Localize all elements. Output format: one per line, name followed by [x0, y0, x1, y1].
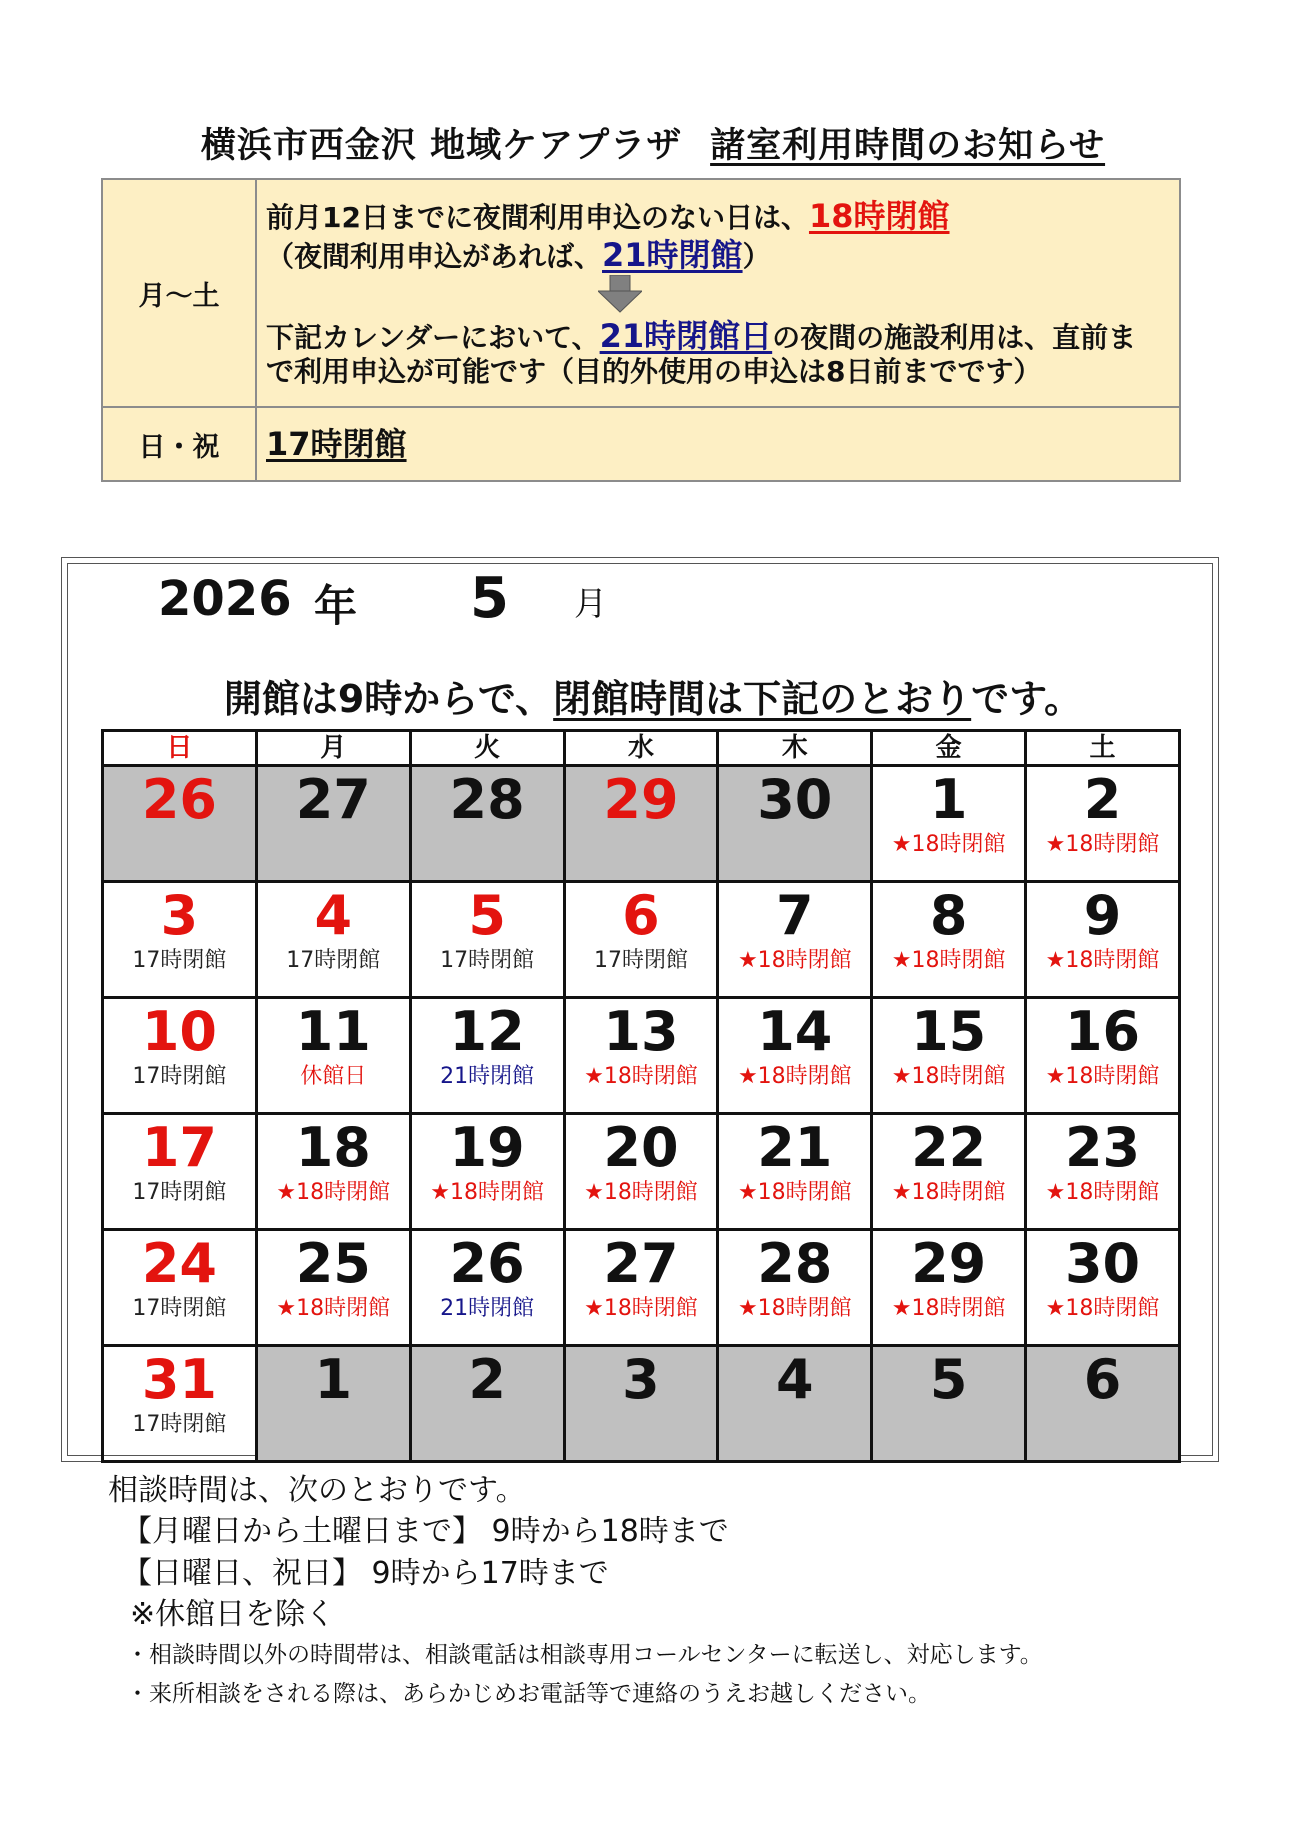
day-number: 10 — [141, 1000, 217, 1063]
closing-note: ★18時閉館 — [1045, 1180, 1160, 1206]
closing-note: ★18時閉館 — [584, 1180, 698, 1206]
closing-note: 21時閉館 — [440, 1064, 535, 1090]
weekday-line2-text: （夜間利用申込があれば、 — [266, 239, 603, 273]
day-number: 8 — [929, 884, 968, 947]
calendar-grid — [101, 729, 1181, 1463]
calendar-day-cell — [410, 1114, 564, 1230]
calendar-day-cell — [410, 1230, 564, 1346]
day-number: 2 — [468, 1348, 506, 1411]
calendar-day-cell — [103, 766, 257, 882]
calendar-day-cell — [718, 1230, 872, 1346]
down-arrow-icon — [598, 275, 642, 313]
closing-note: 17時閉館 — [593, 948, 688, 974]
calendar-day-cell — [410, 1346, 564, 1462]
calendar-day-cell — [103, 882, 257, 998]
calendar-week — [103, 1114, 1180, 1230]
calendar-day-cell — [103, 1230, 257, 1346]
calendar-day-cell — [718, 1346, 872, 1462]
calendar-day-cell — [564, 1114, 718, 1230]
weekday-line3-text: 下記カレンダーにおいて、 — [266, 320, 600, 354]
closing-note: ★18時閉館 — [891, 948, 1006, 974]
holiday-label: 日・祝 — [102, 407, 256, 481]
day-number: 3 — [160, 884, 199, 947]
day-number: 29 — [603, 768, 679, 831]
consultation-notes — [108, 1470, 1258, 1715]
calendar-day-cell — [718, 766, 872, 882]
weekday-line3-rest: の夜間の施設利用は、直前ま — [772, 320, 1137, 354]
page-title — [0, 118, 1306, 168]
calendar-week — [103, 998, 1180, 1114]
weekday-header: 木 — [718, 731, 872, 766]
calendar-week — [103, 766, 1180, 882]
notes-holiday-hours: 【日曜日、祝日】 9時から17時まで — [122, 1555, 609, 1591]
day-number: 5 — [468, 884, 506, 947]
subheading-underlined: 閉館時間は下記のとおり — [553, 677, 972, 721]
closing-note: ★18時閉館 — [1045, 948, 1160, 974]
day-number: 1 — [929, 768, 968, 831]
calendar-body — [103, 766, 1180, 1462]
closing-note: ★18時閉館 — [1045, 832, 1160, 858]
day-number: 27 — [295, 768, 371, 831]
calendar-day-cell — [103, 998, 257, 1114]
calendar-day-cell — [256, 882, 410, 998]
calendar-month-unit: 月 — [574, 584, 607, 623]
day-number: 23 — [1064, 1116, 1141, 1179]
closing-note: ★18時閉館 — [584, 1064, 698, 1090]
closing-18-highlight: 18時閉館 — [808, 197, 950, 236]
title-main: 横浜市西金沢 地域ケアプラザ — [200, 126, 683, 166]
day-number: 26 — [449, 1232, 525, 1295]
closing-rules-table — [101, 178, 1181, 482]
calendar-day-cell — [103, 1346, 257, 1462]
closing-21-highlight: 21時閉館 — [602, 235, 743, 274]
calendar-day-cell — [718, 1114, 872, 1230]
day-number: 30 — [1064, 1232, 1141, 1295]
closing-note: ★18時閉館 — [891, 1296, 1006, 1322]
weekday-header: 金 — [872, 731, 1026, 766]
day-number: 6 — [1083, 1348, 1122, 1411]
calendar-day-cell — [564, 1230, 718, 1346]
notes-exclusion: ※休館日を除く — [130, 1597, 336, 1633]
calendar-day-cell — [718, 882, 872, 998]
calendar-day-cell — [103, 1114, 257, 1230]
calendar-year-unit: 年 — [314, 582, 357, 632]
calendar-day-cell — [872, 1230, 1026, 1346]
notes-after-hours: ・相談時間以外の時間帯は、相談電話は相談専用コールセンターに転送し、対応します。 — [126, 1641, 1043, 1668]
calendar-day-cell — [256, 998, 410, 1114]
calendar-day-cell — [410, 882, 564, 998]
title-underlined: 諸室利用時間のお知らせ — [710, 126, 1106, 166]
calendar-day-cell — [1026, 1230, 1180, 1346]
closing-note: 17時閉館 — [132, 1180, 227, 1206]
calendar-day-cell — [1026, 766, 1180, 882]
day-number: 30 — [757, 768, 833, 831]
day-number: 22 — [911, 1116, 987, 1179]
weekday-header: 日 — [103, 731, 257, 766]
day-number: 28 — [449, 768, 525, 831]
calendar-day-cell — [872, 1114, 1026, 1230]
closing-note: ★18時閉館 — [891, 1180, 1006, 1206]
day-number: 6 — [622, 884, 660, 947]
weekday-header: 土 — [1026, 731, 1180, 766]
calendar-week — [103, 882, 1180, 998]
calendar-day-cell — [872, 1346, 1026, 1462]
holiday-closing: 17時閉館 — [266, 424, 407, 463]
closing-note: ★18時閉館 — [891, 1064, 1006, 1090]
calendar-day-cell — [718, 998, 872, 1114]
calendar-day-cell — [410, 998, 564, 1114]
closing-note: 17時閉館 — [286, 948, 381, 974]
calendar-day-cell — [564, 1346, 718, 1462]
day-number: 18 — [295, 1116, 371, 1179]
day-number: 14 — [757, 1000, 833, 1063]
day-number: 28 — [757, 1232, 833, 1295]
weekday-line4: で利用申込が可能です（目的外使用の申込は8日前までです） — [266, 355, 1042, 389]
calendar-day-cell — [1026, 998, 1180, 1114]
calendar-day-cell — [410, 766, 564, 882]
calendar-day-cell — [1026, 1114, 1180, 1230]
day-number: 5 — [929, 1348, 968, 1411]
closing-note: 17時閉館 — [132, 948, 227, 974]
closing-note: ★18時閉館 — [1045, 1296, 1160, 1322]
closing-note: ★18時閉館 — [276, 1180, 391, 1206]
day-number: 11 — [295, 1000, 371, 1063]
calendar-subheading — [0, 668, 1306, 723]
calendar-day-cell — [564, 766, 718, 882]
calendar-day-cell — [872, 882, 1026, 998]
day-number: 3 — [622, 1348, 660, 1411]
weekday-line2 — [266, 236, 1179, 274]
closing-note: ★18時閉館 — [584, 1296, 698, 1322]
day-number: 29 — [911, 1232, 987, 1295]
closing-note: ★18時閉館 — [891, 832, 1006, 858]
notes-intro: 相談時間は、次のとおりです。 — [108, 1473, 526, 1508]
calendar-day-cell — [872, 766, 1026, 882]
calendar-day-cell — [1026, 882, 1180, 998]
holiday-rule — [256, 407, 1180, 481]
weekday-row — [102, 179, 1180, 407]
calendar-day-cell — [256, 1346, 410, 1462]
closing-note: 休館日 — [300, 1064, 367, 1090]
day-number: 9 — [1083, 884, 1122, 947]
calendar-month: 5 — [470, 566, 509, 631]
calendar-week — [103, 1230, 1180, 1346]
day-number: 31 — [141, 1348, 217, 1411]
weekday-header: 月 — [256, 731, 410, 766]
closing-note: ★18時閉館 — [276, 1296, 391, 1322]
day-number: 21 — [757, 1116, 833, 1179]
calendar-day-cell — [1026, 1346, 1180, 1462]
calendar-week — [103, 1346, 1180, 1462]
weekday-rule — [256, 179, 1180, 407]
calendar-year: 2026 — [158, 571, 292, 627]
calendar-day-cell — [256, 1114, 410, 1230]
closing-note: ★18時閉館 — [737, 948, 852, 974]
day-number: 4 — [314, 884, 353, 947]
subheading-pre: 開館は9時からで、 — [223, 677, 554, 721]
closing-21-day-highlight: 21時閉館日 — [599, 316, 773, 355]
holiday-row — [102, 407, 1180, 481]
day-number: 2 — [1083, 768, 1122, 831]
weekday-line3 — [266, 317, 1179, 355]
day-number: 4 — [776, 1348, 814, 1411]
closing-note: ★18時閉館 — [737, 1296, 852, 1322]
day-number: 20 — [603, 1116, 679, 1179]
calendar-day-cell — [256, 766, 410, 882]
day-number: 26 — [141, 768, 217, 831]
day-number: 27 — [603, 1232, 679, 1295]
calendar-day-cell — [564, 882, 718, 998]
day-number: 15 — [911, 1000, 987, 1063]
weekday-line1 — [266, 197, 1179, 235]
day-number: 25 — [295, 1232, 371, 1295]
weekday-header: 水 — [564, 731, 718, 766]
weekday-header-row — [103, 731, 1180, 766]
closing-note: ★18時閉館 — [737, 1064, 852, 1090]
closing-note: 17時閉館 — [440, 948, 535, 974]
closing-note: 17時閉館 — [132, 1412, 227, 1438]
calendar-day-cell — [872, 998, 1026, 1114]
day-number: 12 — [449, 1000, 525, 1063]
day-number: 24 — [141, 1232, 217, 1295]
day-number: 1 — [314, 1348, 353, 1411]
calendar-day-cell — [256, 1230, 410, 1346]
day-number: 19 — [449, 1116, 525, 1179]
notes-visit: ・来所相談をされる際は、あらかじめお電話等で連絡のうえお越しください。 — [126, 1681, 931, 1708]
day-number: 17 — [141, 1116, 217, 1179]
subheading-post: です。 — [971, 677, 1083, 721]
closing-note: ★18時閉館 — [1045, 1064, 1160, 1090]
weekday-header: 火 — [410, 731, 564, 766]
weekday-line2-close: ） — [742, 239, 771, 273]
notes-weekday-hours: 【月曜日から土曜日まで】 9時から18時まで — [122, 1514, 729, 1550]
day-number: 16 — [1064, 1000, 1141, 1063]
day-number: 7 — [776, 884, 814, 947]
closing-note: 17時閉館 — [132, 1296, 227, 1322]
calendar-day-cell — [564, 998, 718, 1114]
day-number: 13 — [603, 1000, 679, 1063]
closing-note: ★18時閉館 — [737, 1180, 852, 1206]
closing-note: 17時閉館 — [132, 1064, 227, 1090]
weekday-label: 月～土 — [102, 179, 256, 407]
closing-note: 21時閉館 — [440, 1296, 535, 1322]
weekday-line1-text: 前月12日までに夜間利用申込のない日は、 — [266, 201, 809, 235]
closing-note: ★18時閉館 — [430, 1180, 544, 1206]
